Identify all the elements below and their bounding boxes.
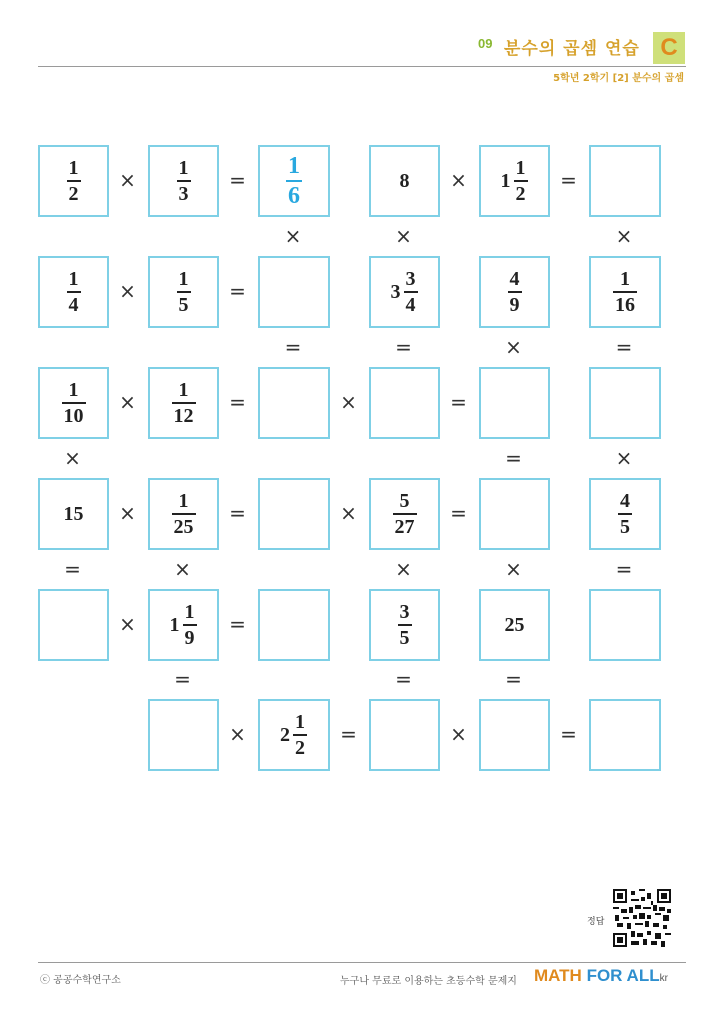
answer-box[interactable] [479,367,550,439]
answer-box[interactable] [369,699,440,771]
copyright-text: ⓒ 공공수학연구소 [40,975,121,986]
number-cell [38,367,109,439]
fraction [393,491,417,537]
operator-cell [589,548,659,589]
operator-cell [479,437,548,478]
footer-divider [38,962,686,963]
fraction [286,154,302,208]
answer-box[interactable] [479,478,550,550]
operator-cell [148,548,217,589]
operator-cell [479,548,548,589]
fraction [514,158,528,204]
fraction [293,712,307,758]
answer-box[interactable] [369,367,440,439]
number-value [392,491,418,537]
answer-box[interactable] [589,145,661,217]
denominator: 16 [613,291,637,315]
numerator: 4 [620,490,630,512]
number-cell [148,367,219,439]
operator-cell [107,478,148,548]
multiply-icon: × [395,556,412,581]
multiply-icon: × [615,445,633,470]
number-value [391,269,419,315]
multiply-icon: × [119,390,136,414]
numerator: 1 [515,157,526,179]
fraction [177,158,191,204]
multiply-icon: × [284,223,302,248]
whole-number: 1 [169,613,180,636]
denominator: 9 [508,291,522,315]
operator-cell [369,326,438,367]
number-cell [369,145,440,217]
numerator: 1 [178,157,189,179]
fraction [618,491,632,537]
numerator: 3 [405,268,416,290]
whole-number: 3 [390,280,401,303]
operator-cell [217,367,258,437]
equals-icon: = [229,390,246,414]
answer-label: 정답 [587,917,605,927]
number-value: 15 [63,502,84,525]
operator-cell [589,215,659,256]
denominator: 9 [183,624,197,648]
equals-icon: = [340,722,357,746]
fraction [67,158,81,204]
denominator: 2 [514,180,528,204]
multiply-icon: × [119,612,136,636]
numerator: 1 [68,268,79,290]
answer-box[interactable] [258,589,330,661]
denominator: 3 [177,180,191,204]
level-badge: C [653,32,685,64]
denominator: 12 [172,402,196,426]
operator-cell [589,437,659,478]
brand-kr: kr [659,973,668,984]
numerator: 1 [295,711,305,733]
brand-logo[interactable] [534,966,668,986]
multiply-icon: × [119,279,136,303]
denominator: 10 [62,402,86,426]
worksheet-number: 09 [478,36,493,51]
operator-cell [217,256,258,326]
number-value [66,158,82,204]
whole-number: 2 [280,723,290,746]
number-value [507,269,523,315]
brand-math: MATH [534,966,582,985]
denominator: 27 [393,513,417,537]
multiply-icon: × [395,223,412,248]
operator-cell [369,215,438,256]
multiply-icon: × [229,722,246,746]
answer-box[interactable] [38,589,109,661]
number-cell [479,145,550,217]
number-value [66,269,82,315]
brand-for-all: FOR ALL [586,966,660,985]
number-cell [369,589,440,661]
numerator: 1 [68,157,79,179]
number-cell [589,256,661,328]
number-cell [148,256,219,328]
fraction [508,269,522,315]
fraction [177,269,191,315]
number-value [171,491,197,537]
qr-code-icon[interactable] [613,889,671,947]
equals-icon: = [229,501,246,525]
number-cell [369,256,440,328]
number-cell [589,478,661,550]
equals-icon: = [229,279,246,303]
number-value [617,491,633,537]
denominator: 4 [67,291,81,315]
multiply-icon: × [340,501,357,525]
operator-cell [217,589,258,659]
footer-tagline: 누구나 무료로 이용하는 초등수학 문제지 [340,976,517,987]
fraction [183,602,197,648]
equals-icon: = [229,612,246,636]
equals-icon: = [174,667,191,691]
equals-icon: = [560,168,577,192]
number-cell [148,145,219,217]
fraction [404,269,418,315]
number-value [171,380,197,426]
multiply-icon: × [174,556,191,581]
operator-cell [38,437,107,478]
equals-icon: = [505,445,522,470]
numerator: 1 [184,601,195,623]
number-cell [38,145,109,217]
equals-icon: = [395,334,412,359]
operator-cell [217,478,258,548]
number-value [176,158,192,204]
operator-cell [328,478,369,548]
answer-box[interactable] [258,367,330,439]
multiply-icon: × [340,390,357,414]
operator-cell [217,699,258,769]
denominator: 2 [67,180,81,204]
operator-cell [548,145,589,215]
number-value [280,712,308,758]
number-cell [258,145,330,217]
operator-cell [38,548,107,589]
operator-cell [107,145,148,215]
fraction [172,491,196,537]
denominator: 2 [293,734,307,758]
equals-icon: = [450,501,467,525]
operator-cell [328,367,369,437]
equals-icon: = [450,390,467,414]
operator-cell [438,145,479,215]
fraction [62,380,86,426]
fraction [613,269,637,315]
answer-box[interactable] [258,256,330,328]
numerator: 1 [178,490,189,512]
fraction [398,602,412,648]
number-cell [258,699,330,771]
multiply-icon: × [450,168,467,192]
number-cell [369,478,440,550]
number-value: 25 [504,613,525,636]
multiply-icon: × [450,722,467,746]
denominator: 5 [398,624,412,648]
operator-cell [479,326,548,367]
multiply-icon: × [119,168,136,192]
answer-box[interactable] [589,589,661,661]
number-value [170,602,198,648]
numerator: 1 [288,153,300,179]
operator-cell [438,478,479,548]
number-value [61,380,87,426]
fraction [67,269,81,315]
denominator: 5 [618,513,632,537]
number-cell [479,256,550,328]
number-value [612,269,638,315]
worksheet-title: 분수의 곱셈 연습 [504,39,640,59]
denominator: 25 [172,513,196,537]
whole-number: 1 [500,169,511,192]
worksheet-subtitle: 5학년 2학기 [2] 분수의 곱셈 [553,73,684,84]
operator-cell [107,256,148,326]
numerator: 1 [68,379,79,401]
operator-cell [258,326,328,367]
equals-icon: = [395,667,412,691]
multiply-icon: × [505,556,522,581]
operator-cell [548,699,589,769]
answer-box[interactable] [479,699,550,771]
equals-icon: = [505,667,522,691]
numerator: 3 [399,601,410,623]
numerator: 5 [399,490,410,512]
answer-box[interactable] [148,699,219,771]
operator-cell [438,699,479,769]
operator-cell [369,548,438,589]
number-cell [38,256,109,328]
operator-cell [438,367,479,437]
multiply-icon: × [615,223,633,248]
number-cell [479,589,550,661]
denominator: 4 [404,291,418,315]
answer-box[interactable] [589,699,661,771]
number-value [397,602,413,648]
operator-cell [107,367,148,437]
equals-icon: = [229,168,246,192]
denominator: 5 [177,291,191,315]
operator-cell [107,589,148,659]
operator-cell [369,659,438,699]
operator-cell [148,659,217,699]
operator-cell [479,659,548,699]
numerator: 1 [178,268,189,290]
operator-cell [589,326,659,367]
example-answer [285,154,303,208]
equals-icon: = [615,334,633,359]
answer-box[interactable] [589,367,661,439]
number-cell [148,589,219,661]
operator-cell [328,699,369,769]
multiply-icon: × [505,334,522,359]
numerator: 1 [620,268,630,290]
numerator: 4 [509,268,520,290]
answer-box[interactable] [258,478,330,550]
number-value: 8 [399,169,410,192]
equals-icon: = [560,722,577,746]
operator-cell [217,145,258,215]
operator-cell [258,215,328,256]
number-cell [38,478,109,550]
numerator: 1 [178,379,189,401]
equals-icon: = [64,556,81,581]
equals-icon: = [284,334,302,359]
number-cell [148,478,219,550]
multiply-icon: × [64,445,81,470]
denominator: 6 [286,180,302,208]
fraction [172,380,196,426]
equals-icon: = [615,556,633,581]
multiply-icon: × [119,501,136,525]
number-value [501,158,529,204]
number-value [176,269,192,315]
